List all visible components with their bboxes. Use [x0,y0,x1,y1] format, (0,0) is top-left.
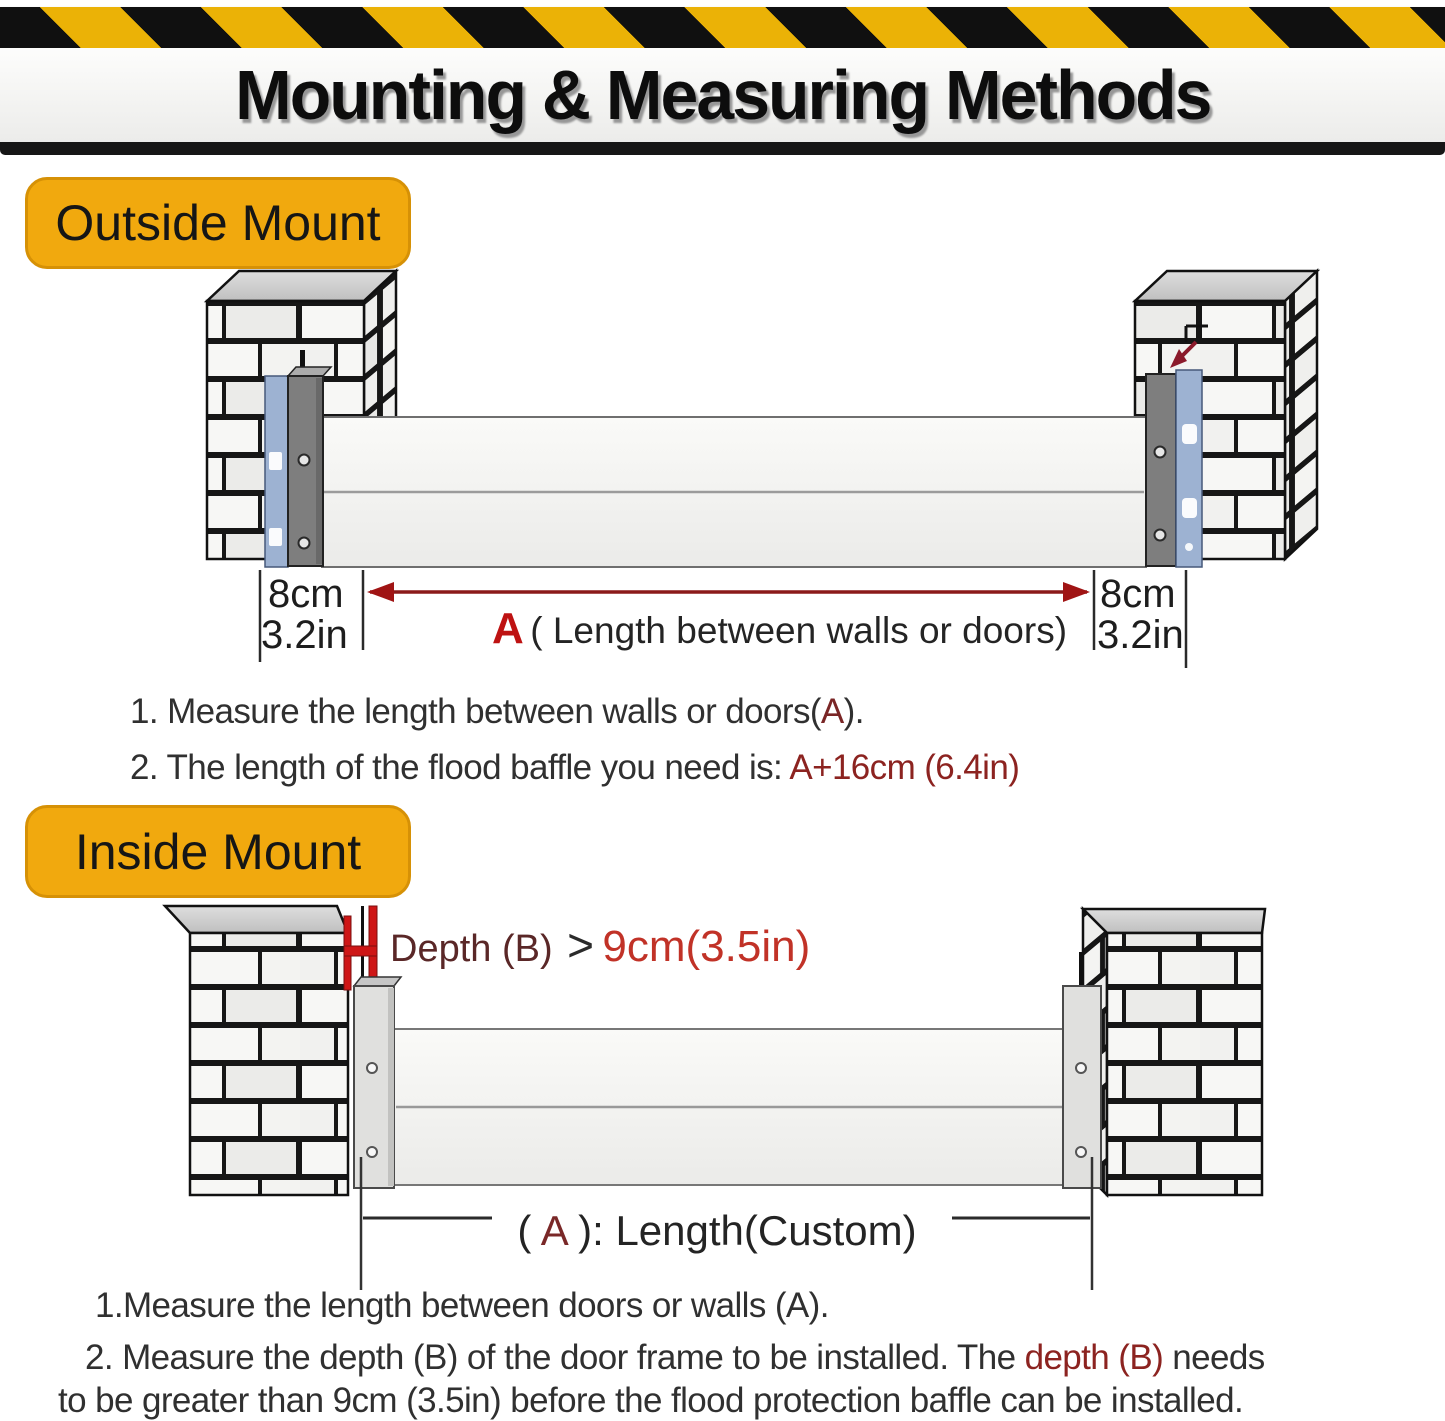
span-length-label [492,604,1067,653]
depth-gt-sign: > [567,919,594,971]
outside-right-mounting-channel [1146,342,1202,567]
hazard-stripe-banner [0,7,1445,48]
screw [1155,530,1166,541]
inside-mount-diagram [0,895,1445,1300]
screw [367,1063,377,1073]
inside-left-mounting-channel [354,977,401,1188]
inside-mount-badge-label: Inside Mount [74,823,362,880]
depth-annotation [390,919,810,971]
inside-mount-badge [25,805,411,898]
left-offset-in-label: 3.2in [261,613,348,657]
outside-step-2 [130,748,1019,788]
inside-step-2-continued [58,1381,1243,1421]
length-label-a: A [540,1207,567,1254]
screw [299,538,310,549]
depth-value: 9cm(3.5in) [602,922,811,971]
outside-step1-text: 1. Measure the length between walls or doors( [130,692,821,731]
right-offset-in-label: 3.2in [1097,613,1184,657]
length-label-open: ( [517,1207,532,1254]
screw [1155,447,1166,458]
outside-left-mounting-channel [265,350,331,567]
length-custom-label [517,1207,916,1254]
length-label-rest: ): Length(Custom) [578,1207,917,1254]
inside-step-1 [95,1286,829,1326]
outside-flood-barrier-panel [322,417,1146,567]
outside-step-1 [130,692,864,732]
outside-mount-diagram [0,255,1445,690]
left-offset-cm-label: 8cm [268,572,344,616]
right-offset-cm-label: 8cm [1100,572,1176,616]
outside-step2-text: 2. The length of the flood baffle you need is: [130,748,790,787]
screw [1076,1063,1086,1073]
header-divider-bar [0,142,1445,155]
anchor-bolt-line [1079,952,1082,986]
outside-mount-badge-label: Outside Mount [55,195,381,251]
inside-step1-text: 1.Measure the length between doors or walls (A). [95,1286,829,1325]
inside-step2-cont-text: to be greater than 9cm (3.5in) before the flood protection baffle can be installed. [58,1381,1244,1420]
span-length-rest: ( Length between walls or doors) [530,610,1068,651]
screw [299,455,310,466]
outside-step1-end: ). [843,692,864,731]
screw [1076,1147,1086,1157]
inside-right-mounting-channel [1063,952,1101,1188]
inside-step2-text: 2. Measure the depth (B) of the door frame to be installed. The [85,1338,1025,1377]
depth-label: Depth (B) [390,928,553,970]
outside-step2-formula: A+16cm (6.4in) [789,748,1020,787]
title-band [0,48,1445,142]
screw [367,1147,377,1157]
inside-step-2 [85,1338,1265,1378]
inside-step2-end: needs [1163,1338,1265,1377]
span-length-a: A [492,604,524,653]
inside-flood-barrier-panel [394,1029,1071,1185]
seal-strip [1176,370,1202,567]
inside-left-brick-pillar [165,906,348,1195]
outside-step1-a: A [820,692,844,731]
inside-right-brick-pillar [1083,909,1265,1195]
page-title: Mounting & Measuring Methods [234,56,1211,134]
span-arrow [367,582,1090,602]
inside-step2-depth: depth (B) [1024,1338,1164,1377]
